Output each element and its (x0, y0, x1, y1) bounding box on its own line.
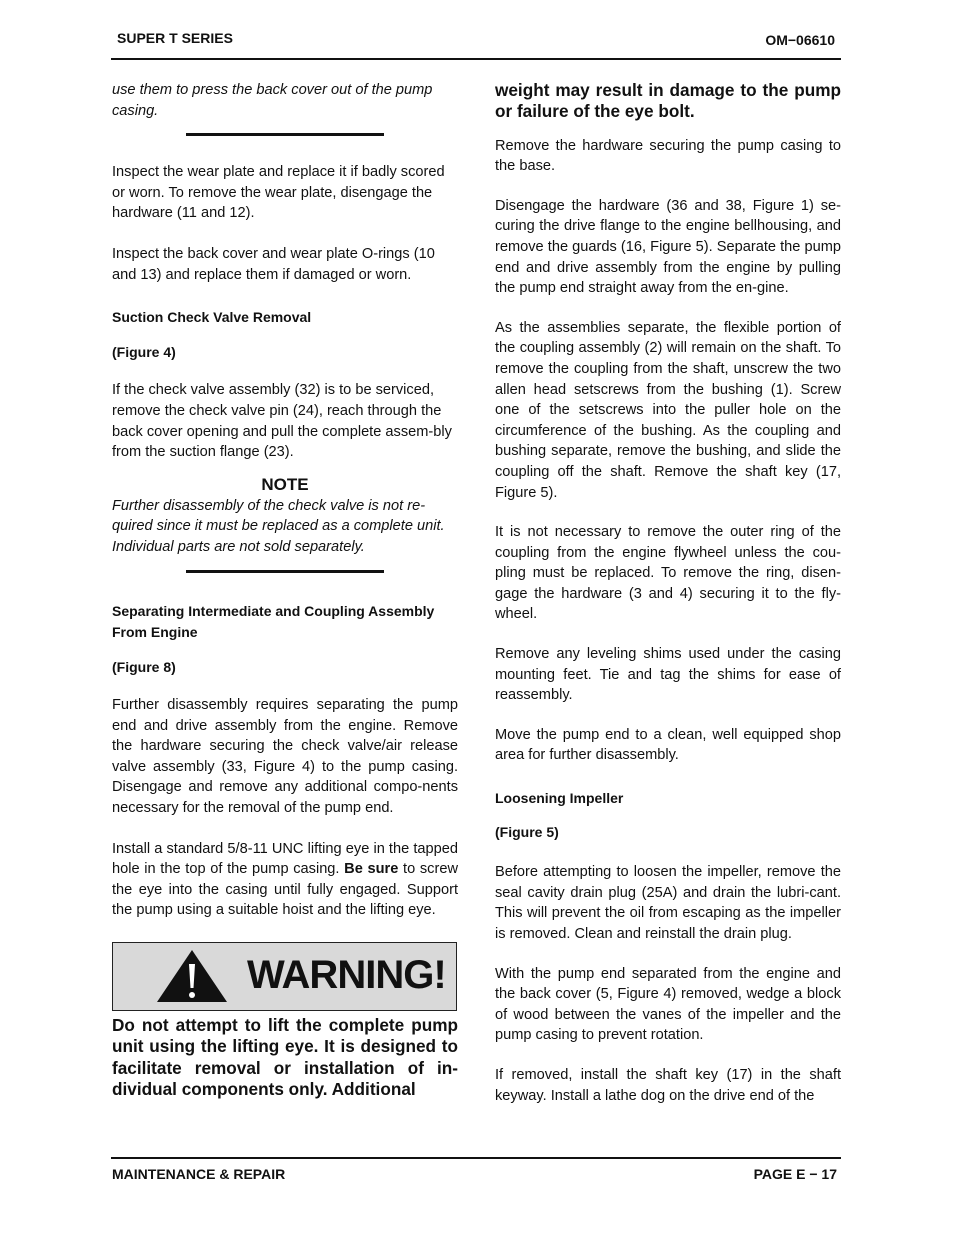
header-rule (111, 58, 841, 60)
warning-text: Do not attempt to lift the complete pump unit using the lifting eye. It is designed to facilitate removal or installation of in-dividual components only. Additional (112, 1015, 458, 1099)
header-doc-number: OM−06610 (765, 32, 835, 48)
warning-title: WARNING! (247, 953, 446, 998)
drain-plug-paragraph: Before attempting to loosen the impeller, remove the seal cavity drain plug (25A) and drain the lubri-cant. This will prevent the oil from escaping as the impeller is removed. Clean and reinstall the drain plug. (495, 864, 841, 942)
note-text: Further disassembly of the check valve is not re-quired since it must be replaced as a complete unit. Individual parts are not sold separately. (112, 497, 445, 555)
leveling-shims-paragraph: Remove any leveling shims used under the casing mounting feet. Tie and tag the shims for ease of reassembly. (495, 646, 841, 704)
shaft-key-paragraph: If removed, install the shaft key (17) in the shaft keyway. Install a lathe dog on the drive end of the (495, 1066, 841, 1104)
heading-suction-check-valve: Suction Check Valve Removal (112, 309, 312, 326)
warning-triangle-icon (155, 948, 229, 1004)
warning-banner (112, 942, 457, 1011)
coupling-removal-paragraph: As the assemblies separate, the flexible portion of the coupling assembly (2) will remain on the shaft. To remove the coupling from the shaft, unscrew the two allen head setscrews from the bushing (1). Screw one of the setscrews into the puller hole on the circumference of the bushing. As the coupling and bushing separate, remove the bushing, and slide the coupling off the shaft. Remove the shaft key (17, Figure 5). (495, 319, 841, 501)
wedge-block-paragraph: With the pump end separated from the engine and the back cover (5, Figure 4) removed, wedge a block of wood between the vanes of the impeller and the pump casing to prevent rotation. (495, 965, 841, 1044)
casing-hardware-paragraph: Remove the hardware securing the pump casing to the base. (495, 137, 841, 175)
check-valve-paragraph: If the check valve assembly (32) is to be serviced, remove the check valve pin (24), reach through the back cover opening and pull the complete assem-bly from the suction flange (23). (112, 382, 452, 461)
footer-page-number: PAGE E − 17 (753, 1166, 837, 1182)
figure-reference: (Figure 4) (112, 343, 176, 360)
header-series: SUPER T SERIES (117, 30, 233, 46)
heading-separating-assembly: Separating Intermediate and Coupling Assembly From Engine (112, 602, 435, 640)
divider-rule (186, 133, 384, 136)
move-pump-paragraph: Move the pump end to a clean, well equipped shop area for further disassembly. (495, 726, 841, 764)
note-title: NOTE (261, 474, 309, 494)
wear-plate-paragraph: Inspect the wear plate and replace it if badly scored or worn. To remove the wear plate, disengage the hardware (11 and 12). (112, 164, 445, 222)
disengage-hardware-paragraph: Disengage the hardware (36 and 38, Figure 1) se-curing the drive flange to the engine bellhousing, and remove the guards (16, Figure 5). Separate the pump end and drive assembly from the engine by pulling the pump end straight away from the en-gine. (495, 197, 841, 297)
further-disassembly-paragraph: Further disassembly requires separating the pump end and drive assembly from the engine. Remove the hardware securing the check valve/air release valve assembly (33, Figure 4) to the pump casing. Disengage and remove any additional compo-nents necessary for the removal of the pump end. (112, 697, 458, 817)
footer-section: MAINTENANCE & REPAIR (112, 1166, 286, 1182)
divider-rule (186, 570, 384, 573)
lifting-eye-text: Install a standard 5/8-11 UNC lifting eye in the tapped hole in the top of the pump casing. (112, 840, 458, 878)
outer-ring-paragraph: It is not necessary to remove the outer ring of the coupling from the engine flywheel unless the cou-pling must be replaced. To remove the ring, disen-gage the hardware (3 and 4) securing it to the fly-wheel. (495, 524, 841, 623)
continued-paragraph: use them to press the back cover out of the pump casing. (112, 82, 433, 119)
heading-loosening-impeller: Loosening Impeller (495, 790, 624, 807)
footer-rule (111, 1157, 841, 1159)
figure-reference: (Figure 8) (112, 658, 176, 675)
orings-paragraph: Inspect the back cover and wear plate O-rings (10 and 13) and replace them if damaged or worn. (112, 245, 435, 283)
warning-text-continued: weight may result in damage to the pump or failure of the eye bolt. (495, 80, 841, 122)
lifting-eye-text-cont: to screw the eye into the casing until fully engaged. Support the pump using a suitable hoist and the lifting eye. (112, 861, 458, 919)
right-column (495, 80, 841, 1106)
left-column (112, 80, 458, 1100)
figure-reference: (Figure 5) (495, 823, 559, 840)
be-sure-emphasis: Be sure (344, 861, 399, 878)
lifting-eye-paragraph (112, 839, 458, 921)
